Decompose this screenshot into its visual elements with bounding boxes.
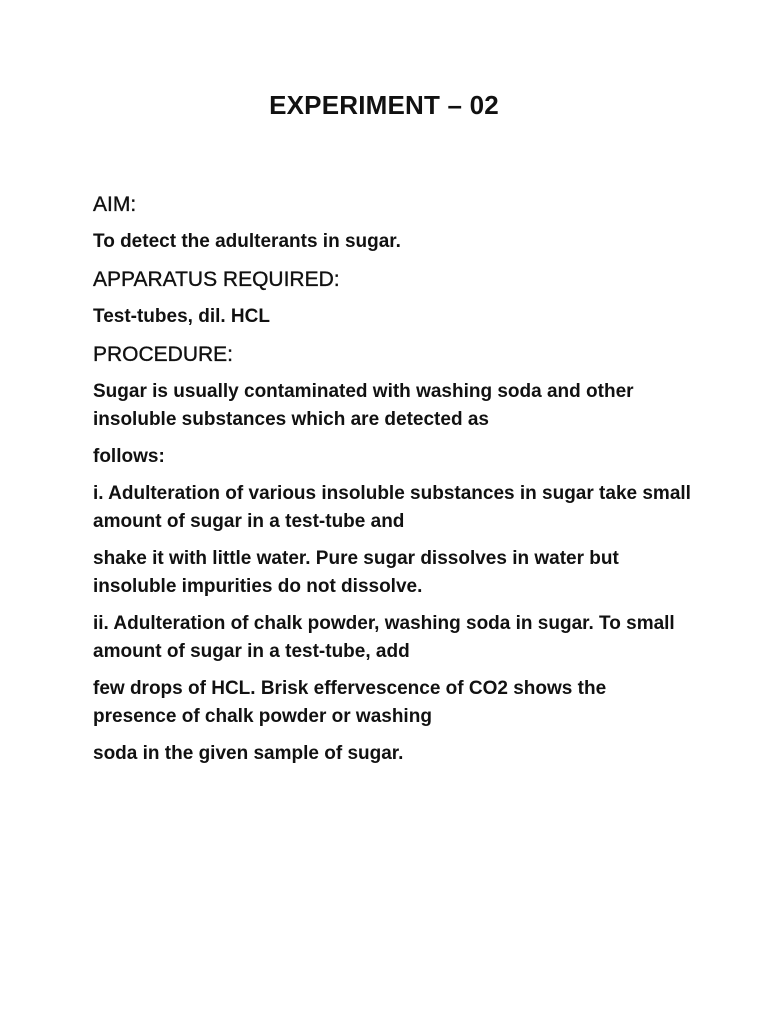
apparatus-heading: APPARATUS REQUIRED: xyxy=(93,268,340,291)
procedure-paragraph: i. Adulteration of various insoluble substances in sugar take small amount of sugar in a test-tube and xyxy=(93,483,691,532)
procedure-paragraph: soda in the given sample of sugar. xyxy=(93,743,404,764)
procedure-paragraph: shake it with little water. Pure sugar dissolves in water but insoluble impurities do not dissolve. xyxy=(93,548,619,597)
procedure-paragraph: follows: xyxy=(93,446,165,467)
procedure-paragraph: few drops of HCL. Brisk effervescence of CO2 shows the presence of chalk powder or washing xyxy=(93,678,607,727)
procedure-heading: PROCEDURE: xyxy=(93,343,234,366)
aim-text: To detect the adulterants in sugar. xyxy=(93,231,401,252)
aim-heading: AIM: xyxy=(93,193,137,216)
procedure-paragraph: ii. Adulteration of chalk powder, washing soda in sugar. To small amount of sugar in a test-tube, add xyxy=(93,613,675,662)
page-title: EXPERIMENT – 02 xyxy=(269,90,499,120)
procedure-paragraph: Sugar is usually contaminated with washing soda and other insoluble substances which are detected as xyxy=(93,381,634,430)
document-body xyxy=(93,190,693,777)
apparatus-text: Test-tubes, dil. HCL xyxy=(93,306,270,327)
